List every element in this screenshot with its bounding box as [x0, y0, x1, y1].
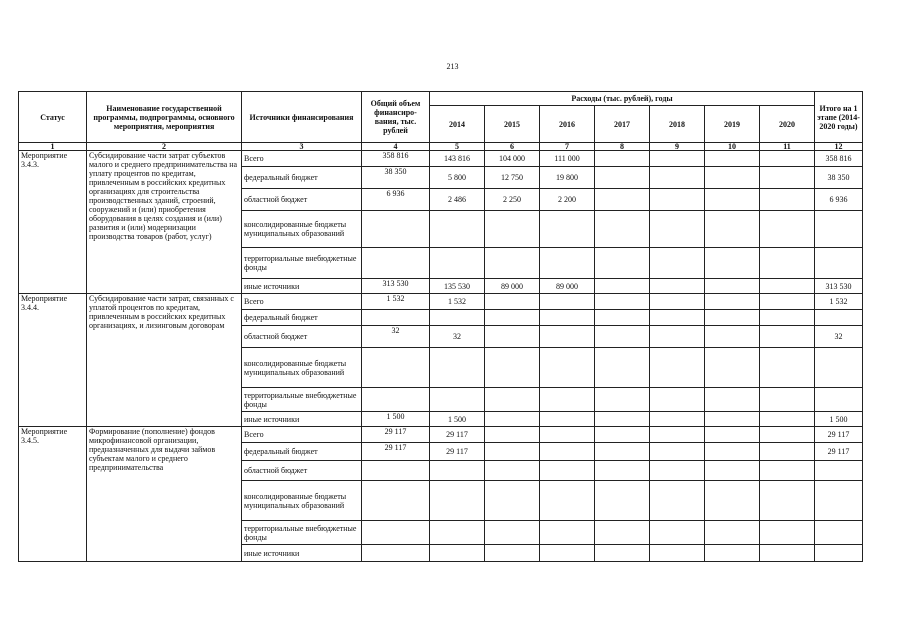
- funding-source: федеральный бюджет: [242, 310, 362, 326]
- year-value-cell: [540, 521, 595, 545]
- year-value-cell: [705, 167, 760, 189]
- year-value-cell: 1 532: [430, 294, 485, 310]
- column-number: 10: [705, 143, 760, 151]
- year-value-cell: [485, 248, 540, 279]
- year-value-cell: 29 117: [430, 427, 485, 443]
- page-number: 213: [446, 62, 459, 71]
- year-value-cell: 89 000: [485, 279, 540, 294]
- table-row: [19, 427, 863, 443]
- year-value-cell: 104 000: [485, 151, 540, 167]
- total-volume-cell: 358 816: [362, 151, 430, 167]
- total-volume-cell: 6 936: [362, 189, 430, 211]
- year-value-cell: 5 800: [430, 167, 485, 189]
- total-volume-cell: 38 350: [362, 167, 430, 189]
- year-value-cell: [705, 461, 760, 481]
- year-value-cell: 19 800: [540, 167, 595, 189]
- year-value-cell: [650, 461, 705, 481]
- year-value-cell: 2 200: [540, 189, 595, 211]
- year-value-cell: [760, 310, 815, 326]
- header-status: Статус: [19, 92, 87, 143]
- year-value-cell: [760, 443, 815, 461]
- measure-status: Мероприятие 3.4.3.: [19, 151, 87, 294]
- year-value-cell: [595, 294, 650, 310]
- total-volume-cell: 313 530: [362, 279, 430, 294]
- year-value-cell: [430, 481, 485, 521]
- table-header: [19, 92, 863, 151]
- year-value-cell: [650, 211, 705, 248]
- year-value-cell: [430, 211, 485, 248]
- year-value-cell: [485, 326, 540, 348]
- column-number: 1: [19, 143, 87, 151]
- year-value-cell: [485, 412, 540, 427]
- year-value-cell: [595, 521, 650, 545]
- year-value-cell: [650, 294, 705, 310]
- total-volume-cell: 32: [362, 326, 430, 348]
- year-value-cell: [540, 211, 595, 248]
- funding-source: Всего: [242, 151, 362, 167]
- year-value-cell: 111 000: [540, 151, 595, 167]
- year-value-cell: [595, 461, 650, 481]
- year-value-cell: [485, 521, 540, 545]
- year-value-cell: [760, 545, 815, 562]
- year-value-cell: [595, 427, 650, 443]
- year-value-cell: [760, 151, 815, 167]
- year-value-cell: [705, 326, 760, 348]
- funding-source: территориальные внебюджетные фонды: [242, 521, 362, 545]
- budget-table: [18, 91, 863, 562]
- year-value-cell: [650, 326, 705, 348]
- header-year: 2018: [650, 106, 705, 143]
- year-value-cell: [595, 326, 650, 348]
- total-volume-cell: [362, 545, 430, 562]
- year-value-cell: [430, 545, 485, 562]
- measure-status: Мероприятие 3.4.4.: [19, 294, 87, 427]
- year-value-cell: [540, 427, 595, 443]
- funding-source: областной бюджет: [242, 189, 362, 211]
- header-expenses: Расходы (тыс. рублей), годы: [430, 92, 815, 106]
- stage-total-cell: [815, 481, 863, 521]
- column-numbers-row: [19, 143, 863, 151]
- stage-total-cell: [815, 348, 863, 388]
- column-number: 9: [650, 143, 705, 151]
- total-volume-cell: [362, 211, 430, 248]
- year-value-cell: [705, 248, 760, 279]
- year-value-cell: 29 117: [430, 443, 485, 461]
- stage-total-cell: [815, 545, 863, 562]
- year-value-cell: [705, 427, 760, 443]
- total-volume-cell: [362, 388, 430, 412]
- funding-source: территориальные внебюджетные фонды: [242, 248, 362, 279]
- year-value-cell: [540, 412, 595, 427]
- header-year: 2016: [540, 106, 595, 143]
- column-number: 12: [815, 143, 863, 151]
- year-value-cell: [595, 151, 650, 167]
- total-volume-cell: [362, 461, 430, 481]
- stage-total-cell: 358 816: [815, 151, 863, 167]
- column-number: 6: [485, 143, 540, 151]
- year-value-cell: [595, 167, 650, 189]
- year-value-cell: 135 530: [430, 279, 485, 294]
- header-year: 2015: [485, 106, 540, 143]
- year-value-cell: [650, 279, 705, 294]
- year-value-cell: [540, 388, 595, 412]
- funding-source: Всего: [242, 294, 362, 310]
- total-volume-cell: [362, 521, 430, 545]
- funding-source: областной бюджет: [242, 461, 362, 481]
- year-value-cell: [650, 545, 705, 562]
- funding-source: иные источники: [242, 412, 362, 427]
- column-number: 3: [242, 143, 362, 151]
- year-value-cell: 143 816: [430, 151, 485, 167]
- year-value-cell: [705, 481, 760, 521]
- year-value-cell: [485, 427, 540, 443]
- year-value-cell: [485, 545, 540, 562]
- funding-source: консолидированные бюджеты муниципальных образований: [242, 211, 362, 248]
- measure-name: Формирование (пополнение) фондов микрофинансовой организации, предназначенных для выдачи займов субъектам малого и среднего предпринимательства: [87, 427, 242, 562]
- year-value-cell: [760, 521, 815, 545]
- stage-total-cell: 38 350: [815, 167, 863, 189]
- year-value-cell: [540, 461, 595, 481]
- year-value-cell: [705, 310, 760, 326]
- year-value-cell: [540, 310, 595, 326]
- measure-status: Мероприятие 3.4.5.: [19, 427, 87, 562]
- year-value-cell: [540, 248, 595, 279]
- year-value-cell: [760, 189, 815, 211]
- year-value-cell: [485, 461, 540, 481]
- year-value-cell: [705, 211, 760, 248]
- year-value-cell: [705, 279, 760, 294]
- year-value-cell: [485, 388, 540, 412]
- year-value-cell: [540, 348, 595, 388]
- stage-total-cell: 29 117: [815, 427, 863, 443]
- stage-total-cell: 32: [815, 326, 863, 348]
- year-value-cell: [650, 248, 705, 279]
- year-value-cell: [540, 443, 595, 461]
- table-row: [19, 294, 863, 310]
- total-volume-cell: [362, 348, 430, 388]
- year-value-cell: [650, 348, 705, 388]
- year-value-cell: [760, 427, 815, 443]
- year-value-cell: [595, 412, 650, 427]
- year-value-cell: 2 486: [430, 189, 485, 211]
- funding-source: федеральный бюджет: [242, 443, 362, 461]
- stage-total-cell: 29 117: [815, 443, 863, 461]
- stage-total-cell: [815, 461, 863, 481]
- column-number: 4: [362, 143, 430, 151]
- year-value-cell: [540, 294, 595, 310]
- year-value-cell: [595, 443, 650, 461]
- header-year: 2017: [595, 106, 650, 143]
- year-value-cell: [595, 248, 650, 279]
- year-value-cell: [705, 151, 760, 167]
- year-value-cell: 12 750: [485, 167, 540, 189]
- year-value-cell: [595, 388, 650, 412]
- year-value-cell: [760, 388, 815, 412]
- year-value-cell: [650, 189, 705, 211]
- table-row: [19, 151, 863, 167]
- year-value-cell: [760, 348, 815, 388]
- year-value-cell: [595, 310, 650, 326]
- year-value-cell: [705, 189, 760, 211]
- total-volume-cell: 29 117: [362, 443, 430, 461]
- header-year: 2019: [705, 106, 760, 143]
- column-number: 5: [430, 143, 485, 151]
- year-value-cell: [705, 521, 760, 545]
- stage-total-cell: [815, 310, 863, 326]
- year-value-cell: [650, 388, 705, 412]
- year-value-cell: [760, 279, 815, 294]
- stage-total-cell: [815, 388, 863, 412]
- header-year: 2014: [430, 106, 485, 143]
- year-value-cell: [650, 167, 705, 189]
- year-value-cell: [540, 545, 595, 562]
- year-value-cell: 1 500: [430, 412, 485, 427]
- funding-source: территориальные внебюджетные фонды: [242, 388, 362, 412]
- total-volume-cell: [362, 481, 430, 521]
- column-number: 2: [87, 143, 242, 151]
- year-value-cell: [650, 310, 705, 326]
- total-volume-cell: [362, 310, 430, 326]
- year-value-cell: [650, 481, 705, 521]
- stage-total-cell: [815, 248, 863, 279]
- year-value-cell: 32: [430, 326, 485, 348]
- year-value-cell: [650, 443, 705, 461]
- measure-name: Субсидирование части затрат субъектов малого и среднего предпринимательства на уплату процентов по кредитам, привлеченным в российских кредитных организациях для строительства производственных зданий, строений, сооружений и (или) приобретения оборудования в целях создания и (или) развития и (или) модернизации производства товаров (работ, услуг): [87, 151, 242, 294]
- table-body: [19, 151, 863, 562]
- header-total-stage: Итого на 1 этапе (2014-2020 годы): [815, 92, 863, 143]
- year-value-cell: [430, 388, 485, 412]
- year-value-cell: [595, 279, 650, 294]
- year-value-cell: [595, 189, 650, 211]
- column-number: 7: [540, 143, 595, 151]
- year-value-cell: [650, 151, 705, 167]
- year-value-cell: [595, 211, 650, 248]
- year-value-cell: [485, 443, 540, 461]
- year-value-cell: [485, 310, 540, 326]
- year-value-cell: [430, 310, 485, 326]
- funding-source: консолидированные бюджеты муниципальных образований: [242, 481, 362, 521]
- year-value-cell: [430, 248, 485, 279]
- funding-source: федеральный бюджет: [242, 167, 362, 189]
- stage-total-cell: [815, 211, 863, 248]
- stage-total-cell: 1 532: [815, 294, 863, 310]
- year-value-cell: [595, 545, 650, 562]
- stage-total-cell: 313 530: [815, 279, 863, 294]
- header-year: 2020: [760, 106, 815, 143]
- year-value-cell: [650, 521, 705, 545]
- total-volume-cell: [362, 248, 430, 279]
- year-value-cell: [705, 294, 760, 310]
- year-value-cell: [760, 481, 815, 521]
- year-value-cell: [485, 294, 540, 310]
- year-value-cell: [705, 443, 760, 461]
- year-value-cell: [485, 348, 540, 388]
- year-value-cell: [760, 294, 815, 310]
- year-value-cell: [705, 348, 760, 388]
- year-value-cell: [760, 326, 815, 348]
- year-value-cell: [650, 412, 705, 427]
- year-value-cell: [540, 481, 595, 521]
- year-value-cell: [430, 521, 485, 545]
- year-value-cell: [540, 326, 595, 348]
- year-value-cell: [760, 248, 815, 279]
- year-value-cell: [705, 412, 760, 427]
- year-value-cell: [485, 481, 540, 521]
- total-volume-cell: 1 532: [362, 294, 430, 310]
- year-value-cell: [760, 211, 815, 248]
- stage-total-cell: [815, 521, 863, 545]
- funding-source: консолидированные бюджеты муниципальных образований: [242, 348, 362, 388]
- year-value-cell: [650, 427, 705, 443]
- year-value-cell: [430, 348, 485, 388]
- total-volume-cell: 1 500: [362, 412, 430, 427]
- funding-source: иные источники: [242, 545, 362, 562]
- year-value-cell: [760, 167, 815, 189]
- year-value-cell: [705, 388, 760, 412]
- year-value-cell: 2 250: [485, 189, 540, 211]
- header-program-name: Наименование государственной программы, подпрограммы, основного мероприятия, мероприятия: [87, 92, 242, 143]
- stage-total-cell: 1 500: [815, 412, 863, 427]
- year-value-cell: [760, 461, 815, 481]
- funding-source: областной бюджет: [242, 326, 362, 348]
- column-number: 11: [760, 143, 815, 151]
- total-volume-cell: 29 117: [362, 427, 430, 443]
- year-value-cell: [485, 211, 540, 248]
- stage-total-cell: 6 936: [815, 189, 863, 211]
- year-value-cell: [760, 412, 815, 427]
- header-sources: Источники финансирования: [242, 92, 362, 143]
- year-value-cell: [595, 348, 650, 388]
- year-value-cell: [430, 461, 485, 481]
- year-value-cell: 89 000: [540, 279, 595, 294]
- column-number: 8: [595, 143, 650, 151]
- funding-source: Всего: [242, 427, 362, 443]
- header-total-volume: Общий объем финансиро-вания, тыс. рублей: [362, 92, 430, 143]
- measure-name: Субсидирование части затрат, связанных с уплатой процентов по кредитам, привлеченным в российских кредитных организациях, и лизинговым договорам: [87, 294, 242, 427]
- year-value-cell: [705, 545, 760, 562]
- funding-source: иные источники: [242, 279, 362, 294]
- year-value-cell: [595, 481, 650, 521]
